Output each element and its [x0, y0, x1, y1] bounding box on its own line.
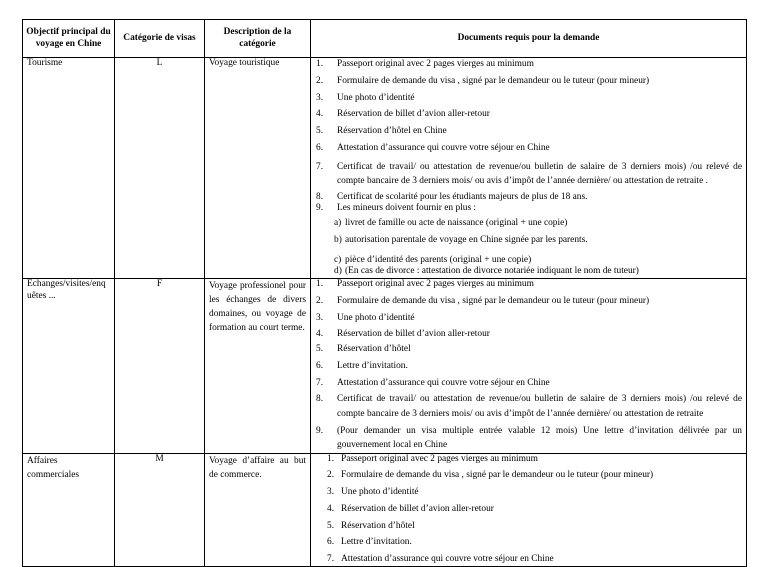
list-item: 9. Les mineurs doivent fournir en plus : [316, 203, 477, 214]
list-item: d) (En cas de divorce : attestation de divorce notariée indiquant le nom de tuteur) [334, 266, 639, 277]
list-item: 3. Une photo d’identité [327, 487, 419, 498]
documents-list [311, 454, 746, 566]
description-cell [205, 453, 311, 566]
list-item: 1. Passeport original avec 2 pages vierges au minimum [316, 59, 534, 69]
list-item: 1. Passeport original avec 2 pages vierges au minimum [327, 453, 538, 464]
list-item: 2. Formulaire de demande du visa , signé par le demandeur ou le tuteur (pour mineur) [316, 75, 650, 86]
objective-text: Echanges/visites/enquêtes ... [27, 279, 106, 301]
list-item: 9. (Pour demander un visa multiple entrée valable 12 mois) Une lettre d’invitation délivrée par un gouvernement local en Chine [316, 425, 742, 451]
list-item: 1. Passeport original avec 2 pages vierges au minimum [316, 279, 534, 290]
list-item: 5. Réservation d’hôtel [327, 520, 415, 531]
table-row-echanges [23, 279, 747, 454]
table-header-row [23, 20, 747, 58]
list-item: 2. Formulaire de demande du visa , signé par le demandeur ou le tuteur (pour mineur) [316, 295, 650, 306]
list-item: a) livret de famille ou acte de naissance (original + une copie) [334, 218, 568, 229]
objective-text: Affaires commerciales [27, 455, 80, 480]
documents-list [311, 279, 746, 453]
list-item: 8. Certificat de travail/ ou attestation de revenue/ou bulletin de salaire de 3 derniers mois) /ou relevé de compte bancaire de 3 derniers mois/ ou avis d’impôt de l’année dernière/ ou attestation de retraite [316, 394, 742, 419]
visa-requirements-table [22, 19, 747, 567]
list-item: c) pièce d’identité des parents (original + une copie) [334, 254, 532, 265]
category-cell [115, 279, 205, 454]
description-cell [205, 58, 311, 279]
category-text: M [155, 453, 164, 464]
category-cell [115, 453, 205, 566]
list-item: 3. Une photo d’identité [316, 312, 415, 323]
list-item: 2. Formulaire de demande du visa , signé par le demandeur ou le tuteur (pour mineur) [327, 470, 654, 481]
description-text: Voyage d’affaire au but de commerce. [209, 455, 306, 480]
list-item: 6. Attestation d’assurance qui couvre votre séjour en Chine [316, 142, 550, 153]
category-text: F [156, 279, 163, 290]
list-item: 7. Attestation d’assurance qui couvre votre séjour en Chine [316, 377, 550, 388]
header-description: Description de la catégorie [205, 20, 311, 58]
description-text: Voyage touristique [209, 58, 280, 68]
header-objective: Objectif principal du voyage en Chine [23, 20, 115, 58]
documents-list [311, 59, 746, 278]
list-item: 4. Réservation de billet d’avion aller-retour [327, 503, 494, 514]
documents-cell [311, 453, 747, 566]
list-item: 3. Une photo d’identité [316, 92, 415, 103]
header-category: Catégorie de visas [115, 20, 205, 58]
category-cell [115, 58, 205, 279]
objective-cell [23, 279, 115, 454]
list-item: 7. Certificat de travail/ ou attestation de revenue/ou bulletin de salaire de 3 derniers mois) /ou relevé de compte bancaire de 3 derniers mois/ ou avis d’impôt de l’année dernière/ ou attestation de retraite . [316, 161, 742, 187]
header-documents: Documents requis pour la demande [311, 20, 747, 58]
objective-cell [23, 58, 115, 279]
table-row-tourisme [23, 58, 747, 279]
objective-text: Tourisme [27, 58, 63, 68]
list-item: 5. Réservation d’hôtel en Chine [316, 126, 447, 136]
list-item: 4. Réservation de billet d’avion aller-retour [316, 109, 490, 120]
list-item: 5. Réservation d’hôtel [316, 344, 411, 355]
list-item: 8. Certificat de scolarité pour les étudiants majeurs de plus de 18 ans. [316, 191, 588, 202]
list-item: 6. Lettre d’invitation. [327, 537, 412, 548]
objective-cell [23, 453, 115, 566]
list-item: b) autorisation parentale de voyage en Chine signée par les parents. [334, 234, 588, 245]
list-item: 7. Attestation d’assurance qui couvre votre séjour en Chine [327, 554, 554, 565]
list-item: 6. Lettre d’invitation. [316, 360, 408, 371]
list-item: 4. Réservation de billet d’avion aller-retour [316, 329, 490, 340]
documents-cell [311, 58, 747, 279]
documents-cell [311, 279, 747, 454]
table-row-affaires [23, 453, 747, 566]
description-cell [205, 279, 311, 454]
category-text: L [156, 58, 163, 68]
description-text: Voyage professionel pour les échanges de divers domaines, ou voyage de formation au court terme. [209, 281, 306, 334]
